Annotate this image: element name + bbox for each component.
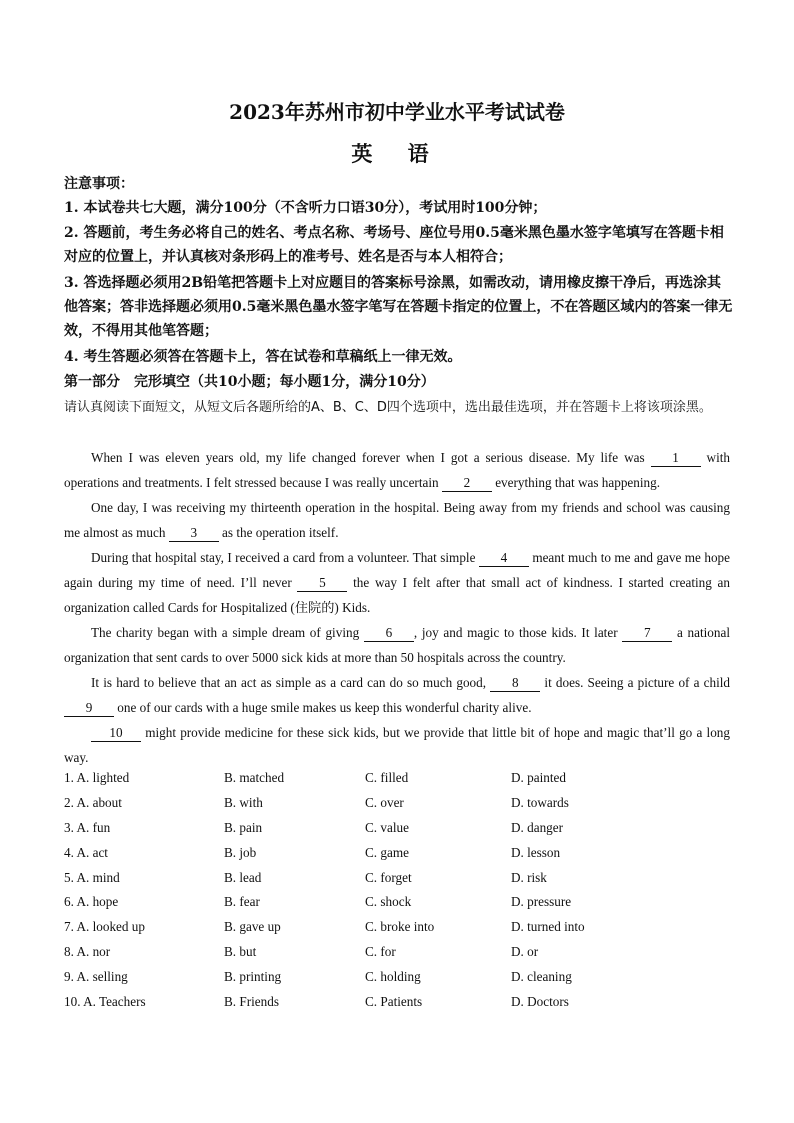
question-row: [64, 845, 734, 870]
option-text: C. Patients: [365, 994, 423, 1010]
question-row: [64, 870, 734, 895]
option-d: [511, 770, 566, 786]
answer-blank: 8: [490, 675, 540, 692]
option-d: [511, 820, 563, 836]
option-text: A. looked up: [76, 919, 145, 935]
option-text: B. fear: [224, 894, 260, 910]
question-row: [64, 944, 734, 969]
question-options: [64, 770, 734, 1019]
cloze-passage: [64, 445, 730, 770]
option-c: [365, 919, 434, 935]
option-text: C. value: [365, 819, 409, 835]
option-b: [224, 969, 281, 985]
answer-blank: 10: [91, 725, 141, 742]
passage-paragraph: [64, 495, 730, 545]
option-d: [511, 845, 560, 861]
option-text: D. pressure: [511, 894, 572, 910]
question-number: 4.: [64, 844, 74, 860]
section-instruction: 请认真阅读下面短文，从短文后各题所给的A、B、C、D四个选项中，选出最佳选项，并在答题卡上将该项涂黑。: [64, 400, 712, 415]
option-text: A. selling: [76, 969, 128, 985]
option-b: [224, 820, 262, 836]
option-text: A. nor: [76, 944, 111, 960]
question-row: [64, 795, 734, 820]
passage-paragraph: [64, 545, 730, 620]
option-text: C. for: [365, 944, 396, 960]
option-d: [511, 994, 569, 1010]
question-row: [64, 969, 734, 994]
option-text: A. about: [76, 794, 122, 810]
option-a: [64, 870, 120, 886]
option-b: [224, 994, 279, 1010]
option-a: [64, 919, 145, 935]
option-c: [365, 770, 408, 786]
question-number: 8.: [64, 944, 74, 960]
option-text: D. Doctors: [511, 994, 569, 1010]
answer-blank: 9: [64, 700, 114, 717]
option-b: [224, 770, 284, 786]
option-text: D. lesson: [511, 844, 561, 860]
option-text: A. mind: [76, 869, 120, 885]
answer-blank: 6: [364, 625, 414, 642]
option-text: B. gave up: [224, 919, 281, 935]
option-a: [64, 944, 110, 960]
option-text: B. printing: [224, 969, 282, 985]
option-a: [64, 994, 146, 1010]
option-text: B. with: [224, 794, 263, 810]
option-text: B. Friends: [224, 994, 279, 1010]
option-b: [224, 870, 261, 886]
option-text: D. painted: [511, 770, 566, 785]
option-c: [365, 820, 409, 836]
passage-text: it does. Seeing a picture of a child: [540, 675, 730, 690]
passage-text: with operations and treatments. I felt stressed because I was really uncertain: [64, 450, 731, 490]
option-d: [511, 894, 571, 910]
option-text: D. danger: [511, 819, 563, 835]
option-text: C. forget: [365, 869, 412, 885]
option-a: [64, 820, 110, 836]
passage-text: During that hospital stay, I received a card from a volunteer. That simple: [91, 550, 479, 565]
passage-text: as the operation itself.: [218, 525, 339, 540]
answer-blank: 2: [442, 475, 492, 492]
question-number: 2.: [64, 794, 74, 810]
option-text: A. lighted: [76, 770, 130, 785]
passage-text: one of our cards with a huge smile makes us keep this wonderful charity alive.: [114, 700, 532, 715]
passage-text: , joy and magic to those kids. It later: [413, 625, 623, 640]
answer-blank: 7: [622, 625, 672, 642]
passage-text: might provide medicine for these sick kids, but we provide that little bit of hope and magic that’ll go a long way.: [64, 725, 730, 765]
passage-text: the way I felt after that small act of kindness. I started creating an organization called Cards for Hospitalized (住院的) Kids.: [64, 575, 731, 615]
option-text: A. Teachers: [83, 994, 146, 1010]
question-number: 10.: [64, 994, 81, 1010]
option-text: A. fun: [76, 819, 111, 835]
question-number: 1.: [64, 770, 74, 785]
subject-title: 英 语: [351, 141, 443, 166]
option-text: A. hope: [76, 894, 119, 910]
option-text: D. towards: [511, 794, 569, 810]
question-number: 5.: [64, 869, 74, 885]
passage-text: One day, I was receiving my thirteenth operation in the hospital. Being away from my friends and school was causing me almost as much: [64, 500, 730, 540]
answer-blank: 4: [479, 550, 529, 567]
question-number: 6.: [64, 894, 74, 910]
passage-text: When I was eleven years old, my life changed forever when I got a serious disease. My life was: [91, 450, 651, 465]
question-number: 7.: [64, 919, 74, 935]
option-c: [365, 894, 411, 910]
option-text: C. filled: [365, 770, 409, 785]
notice-item: 1. 本试卷共七大题，满分100分（不含听力口语30分），考试用时100分钟；: [64, 200, 547, 216]
option-text: D. cleaning: [511, 969, 572, 985]
option-a: [64, 845, 108, 861]
option-b: [224, 919, 281, 935]
option-d: [511, 919, 585, 935]
exam-title: 2023年苏州市初中学业水平考试试卷: [229, 100, 565, 124]
question-number: 3.: [64, 819, 74, 835]
passage-paragraph: [64, 720, 730, 770]
option-c: [365, 994, 422, 1010]
notice-item: 4. 考生答题必须答在答题卡上，答在试卷和草稿纸上一律无效。: [64, 349, 462, 365]
question-row: [64, 820, 734, 845]
option-text: B. job: [224, 844, 257, 860]
option-c: [365, 795, 404, 811]
question-row: [64, 894, 734, 919]
option-a: [64, 770, 129, 786]
passage-paragraph: [64, 620, 730, 670]
option-text: B. matched: [224, 770, 285, 785]
option-text: C. broke into: [365, 919, 435, 935]
passage-text: meant much to me and gave me hope again during my time of need. I’ll never: [64, 550, 730, 590]
option-text: C. holding: [365, 969, 421, 985]
option-d: [511, 969, 572, 985]
option-text: D. risk: [511, 869, 547, 885]
option-text: B. but: [224, 944, 257, 960]
option-b: [224, 845, 256, 861]
option-c: [365, 845, 409, 861]
option-a: [64, 795, 122, 811]
passage-paragraph: [64, 670, 730, 720]
option-c: [365, 969, 421, 985]
question-number: 9.: [64, 969, 74, 985]
option-text: D. or: [511, 944, 539, 960]
question-row: [64, 770, 734, 795]
option-text: C. over: [365, 794, 404, 810]
notice-item: 3. 答选择题必须用2B铅笔把答题卡上对应题目的答案标号涂黑，如需改动，请用橡皮擦干净后，再选涂其他答案；答非选择题必须用0.5毫米黑色墨水签字笔写在答题卡指定的位置上，不在答题区域内的答案一律无效，不得用其他笔答题；: [64, 275, 733, 339]
option-d: [511, 795, 569, 811]
option-text: C. shock: [365, 894, 412, 910]
option-d: [511, 870, 547, 886]
option-a: [64, 969, 128, 985]
passage-text: The charity began with a simple dream of giving: [91, 625, 364, 640]
notice-heading: 注意事项：: [64, 176, 134, 192]
option-text: D. turned into: [511, 919, 585, 935]
option-c: [365, 870, 412, 886]
option-a: [64, 894, 118, 910]
option-b: [224, 795, 263, 811]
answer-blank: 3: [169, 525, 219, 542]
option-text: B. lead: [224, 869, 262, 885]
option-text: B. pain: [224, 819, 263, 835]
option-b: [224, 894, 260, 910]
question-row: [64, 994, 734, 1019]
passage-paragraph: [64, 445, 730, 495]
section-title: 第一部分 完形填空（共10小题；每小题1分，满分10分）: [64, 374, 435, 390]
passage-text: everything that was happening.: [491, 475, 661, 490]
option-c: [365, 944, 396, 960]
option-text: C. game: [365, 844, 409, 860]
option-text: A. act: [76, 844, 108, 860]
question-row: [64, 919, 734, 944]
passage-text: It is hard to believe that an act as simple as a card can do so much good,: [91, 675, 491, 690]
answer-blank: 1: [651, 450, 701, 467]
notice-item: 2. 答题前，考生务必将自己的姓名、考点名称、考场号、座位号用0.5毫米黑色墨水签字笔填写在答题卡相对应的位置上，并认真核对条形码上的准考号、姓名是否与本人相符合；: [64, 225, 724, 265]
passage-text: a national organization that sent cards to over 5000 sick kids at more than 50 hospitals across the country.: [64, 625, 730, 665]
option-b: [224, 944, 256, 960]
option-d: [511, 944, 538, 960]
answer-blank: 5: [297, 575, 347, 592]
